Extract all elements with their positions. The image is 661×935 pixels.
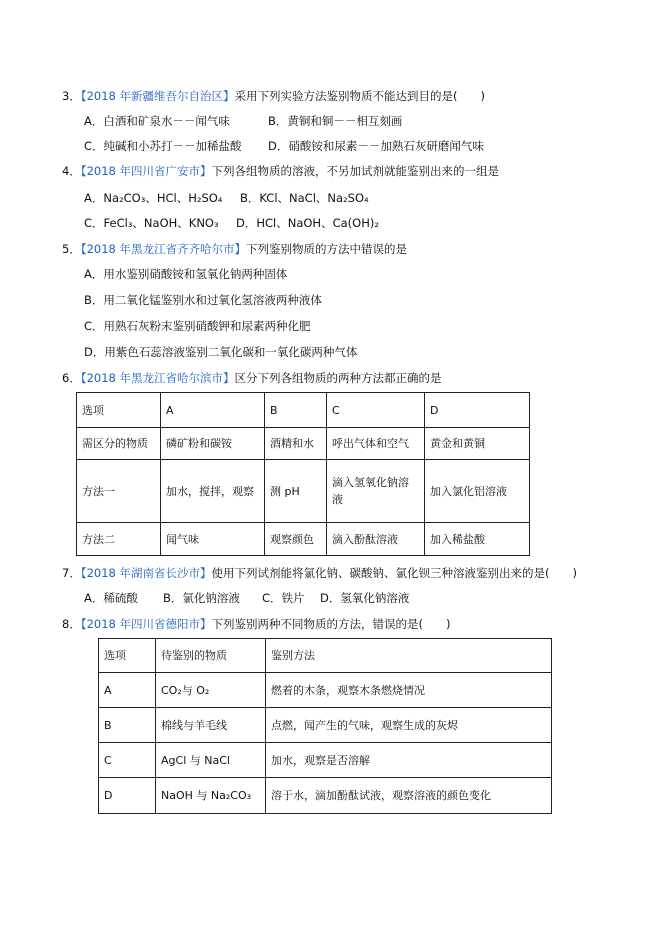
question-source: 【2018 年湖南省长沙市】	[80, 566, 212, 580]
table-row	[99, 708, 552, 743]
table-header: C	[327, 393, 425, 428]
table-header: D	[425, 393, 530, 428]
table-cell: 需区分的物质	[77, 428, 161, 460]
option-c: C．FeCl₃、NaOH、KNO₃	[84, 216, 219, 230]
question-text: 下列各组物质的溶液，不另加试剂就能鉴别出来的一组是	[211, 164, 499, 178]
option-b: B．氯化钠溶液	[163, 591, 240, 605]
table-cell: A	[99, 673, 156, 708]
table-row	[77, 428, 530, 460]
table-header-row	[77, 393, 530, 428]
question-source: 【2018 年四川省广安市】	[80, 164, 212, 178]
option-b: B．用二氧化锰鉴别水和过氧化氢溶液两种液体	[84, 293, 322, 307]
question-text: 下列鉴别两种不同物质的方法，错误的是( )	[211, 617, 451, 631]
table-row	[99, 778, 552, 814]
option-a: A．稀硫酸	[84, 591, 138, 605]
question-number: 8．	[62, 617, 81, 631]
table-header: A	[161, 393, 265, 428]
table-cell: 黄金和黄铜	[425, 428, 530, 460]
option-a: A．Na₂CO₃、HCl、H₂SO₄	[84, 191, 223, 205]
table-cell: 测 pH	[265, 460, 327, 523]
question-7-stem	[62, 565, 577, 581]
option-c: C．铁片	[262, 591, 305, 605]
table-cell: B	[99, 708, 156, 743]
question-source: 【2018 年四川省德阳市】	[80, 617, 212, 631]
table-header: B	[265, 393, 327, 428]
table-cell: C	[99, 743, 156, 778]
question-5-stem	[62, 241, 407, 257]
question-text: 下列鉴别物质的方法中错误的是	[246, 242, 407, 256]
table-cell: 溶于水，滴加酚酞试液，观察溶液的颜色变化	[266, 778, 552, 814]
option-a: A．用水鉴别硝酸铵和氢氧化钠两种固体	[84, 267, 288, 281]
table-header-row	[99, 639, 552, 673]
question-number: 7．	[62, 566, 81, 580]
table-cell: D	[99, 778, 156, 814]
question-number: 5．	[62, 242, 81, 256]
option-b: B．KCl、NaCl、Na₂SO₄	[240, 191, 369, 205]
question-number: 6．	[62, 371, 81, 385]
table-cell: 滴入氢氧化钠溶液	[327, 460, 425, 523]
table-cell: NaOH 与 Na₂CO₃	[156, 778, 266, 814]
question-source: 【2018 年黑龙江省哈尔滨市】	[80, 371, 235, 385]
table-row	[99, 673, 552, 708]
table-cell: 点燃，闻产生的气味，观察生成的灰烬	[266, 708, 552, 743]
table-cell: 闻气味	[161, 523, 265, 556]
option-d: D．用紫色石蕊溶液鉴别二氧化碳和一氧化碳两种气体	[84, 345, 358, 359]
table-cell: 燃着的木条，观察木条燃烧情况	[266, 673, 552, 708]
table-header: 待鉴别的物质	[156, 639, 266, 673]
table-cell: 加水，搅拌，观察	[161, 460, 265, 523]
question-3-stem	[62, 88, 485, 104]
question-number: 3．	[62, 89, 81, 103]
table-cell: 方法一	[77, 460, 161, 523]
option-c: C．用熟石灰粉末鉴别硝酸钾和尿素两种化肥	[84, 319, 311, 333]
option-c: C．纯碱和小苏打－－加稀盐酸	[84, 139, 242, 153]
question-text: 采用下列实验方法鉴别物质不能达到目的是( )	[234, 89, 485, 103]
question-number: 4．	[62, 164, 81, 178]
table-header: 选项	[77, 393, 161, 428]
table-cell: 加入稀盐酸	[425, 523, 530, 556]
table-header: 选项	[99, 639, 156, 673]
table-cell: 磷矿粉和碳铵	[161, 428, 265, 460]
option-d: D．HCl、NaOH、Ca(OH)₂	[236, 216, 379, 230]
option-a: A．白酒和矿泉水－－闻气味	[84, 114, 230, 128]
table-cell: 棉线与羊毛线	[156, 708, 266, 743]
question-6-table	[76, 392, 530, 556]
question-6-stem	[62, 370, 442, 386]
table-row	[99, 743, 552, 778]
question-8-table	[98, 638, 552, 814]
question-4-stem	[62, 163, 499, 179]
table-cell: 方法二	[77, 523, 161, 556]
option-b: B．黄铜和铜－－相互刻画	[268, 114, 403, 128]
table-header: 鉴别方法	[266, 639, 552, 673]
option-d: D．硝酸铵和尿素－－加熟石灰研磨闻气味	[268, 139, 484, 153]
question-source: 【2018 年新疆维吾尔自治区】	[80, 89, 235, 103]
table-cell: AgCl 与 NaCl	[156, 743, 266, 778]
table-cell: 加水，观察是否溶解	[266, 743, 552, 778]
table-cell: 呼出气体和空气	[327, 428, 425, 460]
table-cell: 加入氯化铝溶液	[425, 460, 530, 523]
table-row	[77, 460, 530, 523]
table-cell: 观察颜色	[265, 523, 327, 556]
question-text: 使用下列试剂能将氯化钠、碳酸钠、氯化钡三种溶液鉴别出来的是( )	[211, 566, 577, 580]
question-8-stem	[62, 616, 450, 632]
table-cell: 滴入酚酞溶液	[327, 523, 425, 556]
table-cell: CO₂与 O₂	[156, 673, 266, 708]
question-text: 区分下列各组物质的两种方法都正确的是	[234, 371, 442, 385]
table-row	[77, 523, 530, 556]
question-source: 【2018 年黑龙江省齐齐哈尔市】	[80, 242, 246, 256]
option-d: D．氢氧化钠溶液	[320, 591, 410, 605]
table-cell: 酒精和水	[265, 428, 327, 460]
